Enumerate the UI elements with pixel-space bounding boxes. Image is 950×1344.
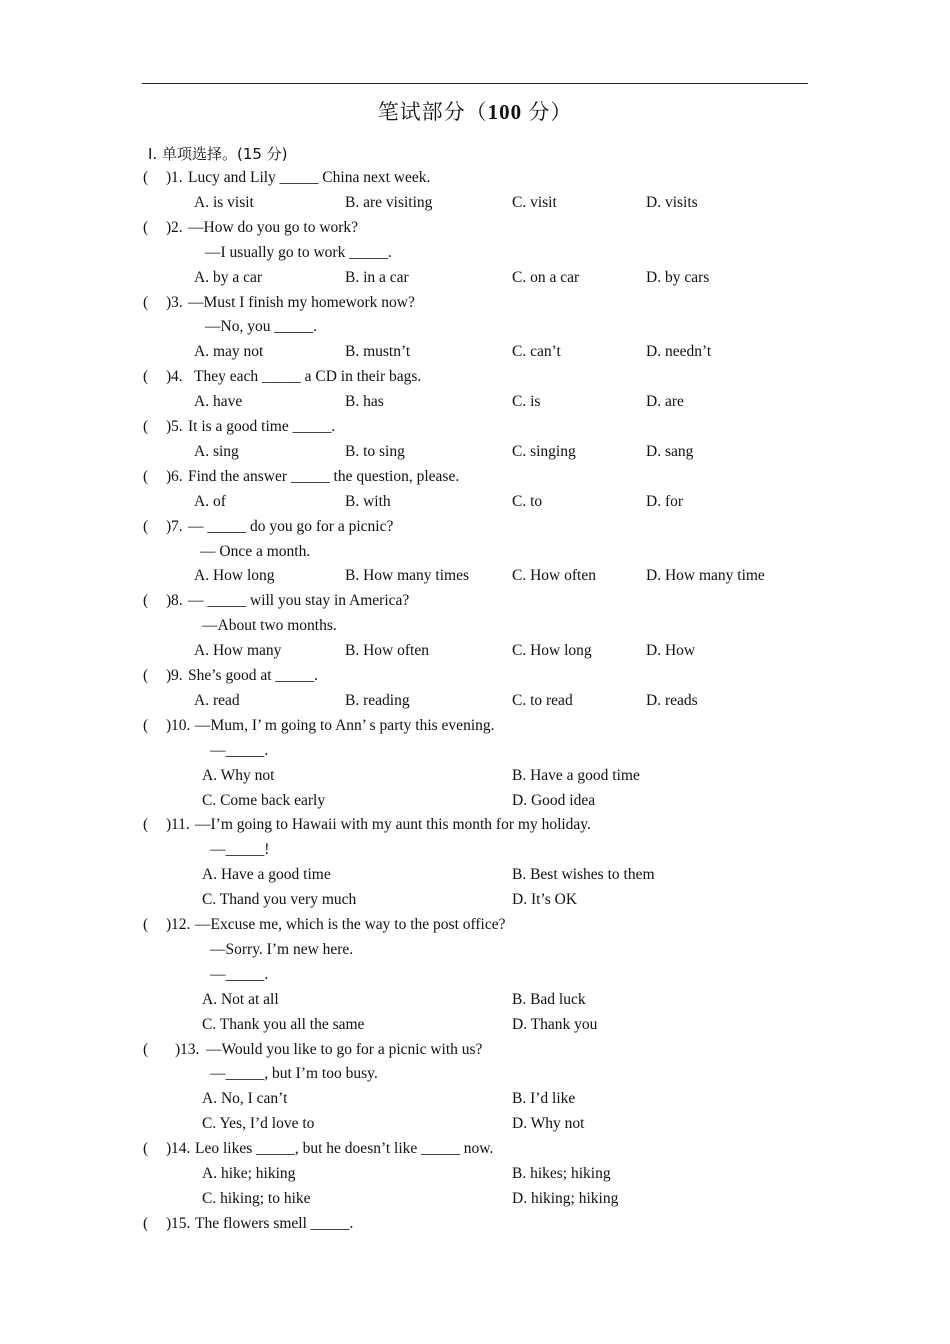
answer-bracket-open: ( [143,368,149,386]
option-c[interactable]: C. Thank you all the same [202,1015,365,1033]
answer-bracket-open: ( [143,169,149,186]
question-number: 3. [171,293,183,311]
question-number: 15. [171,1214,191,1232]
answer-bracket-close: ) [166,293,172,311]
question-number: 2. [171,218,183,236]
option-a[interactable]: A. sing [194,442,239,460]
dialogue-line: —I usually go to work _____. [205,243,392,261]
option-c[interactable]: C. to [512,492,543,510]
option-a[interactable]: A. is visit [194,193,254,211]
option-c[interactable]: C. How long [512,642,592,660]
answer-bracket-open: ( [143,1214,149,1232]
answer-bracket-open: ( [143,667,149,684]
option-b[interactable]: B. Have a good time [512,766,640,784]
page-title [0,96,950,126]
question-stem: —Would you like to go for a picnic with us? [206,1040,483,1058]
question-stem: Find the answer _____ the question, please. [188,467,460,485]
answer-bracket-open: ( [143,716,149,734]
answer-bracket-close: ) [166,517,172,535]
option-b[interactable]: B. with [345,492,391,510]
option-b[interactable]: B. mustn’t [345,343,411,361]
question-number: 14. [171,1140,191,1158]
option-a[interactable]: A. Have a good time [202,866,331,884]
title-unit: 分） [522,100,573,124]
option-a[interactable]: A. How many [194,642,282,660]
answer-bracket-close: ) [166,467,172,485]
option-d[interactable]: D. hiking; hiking [512,1189,619,1207]
answer-bracket-open: ( [143,218,149,236]
option-a[interactable]: A. Why not [202,766,275,784]
question-stem: — _____ do you go for a picnic? [188,517,394,535]
question-stem: —How do you go to work? [188,218,359,236]
question-stem: The flowers smell _____. [195,1214,354,1232]
question-stem: —Must I finish my homework now? [188,293,415,311]
option-d[interactable]: D. needn’t [646,343,712,361]
option-d[interactable]: D. sang [646,442,694,460]
answer-bracket-close: ) [166,418,172,435]
option-a[interactable]: A. No, I can’t [202,1090,288,1108]
option-d[interactable]: D. It’s OK [512,891,578,909]
question-stem: Lucy and Lily _____ China next week. [188,169,431,186]
dialogue-line: —_____. [210,741,269,759]
option-c[interactable]: C. to read [512,691,573,709]
answer-bracket-open: ( [143,816,149,834]
option-d[interactable]: D. Why not [512,1115,585,1133]
question-number: 10. [171,716,191,734]
question-stem: They each _____ a CD in their bags. [194,368,422,386]
option-c[interactable]: C. can’t [512,343,561,361]
dialogue-line: —_____, but I’m too busy. [210,1065,378,1083]
dialogue-line: — Once a month. [200,542,311,560]
option-a[interactable]: A. by a car [194,268,262,286]
option-a[interactable]: A. How long [194,567,275,585]
option-d[interactable]: D. reads [646,691,698,709]
answer-bracket-close: ) [166,716,172,734]
option-d[interactable]: D. for [646,492,684,510]
option-c[interactable]: C. visit [512,193,557,211]
answer-bracket-open: ( [143,916,149,933]
dialogue-line: —_____. [210,965,269,983]
option-c[interactable]: C. Thand you very much [202,891,357,909]
option-a[interactable]: A. Not at all [202,990,279,1008]
answer-bracket-open: ( [143,1140,149,1158]
option-d[interactable]: D. Good idea [512,791,596,809]
option-d[interactable]: D. by cars [646,268,710,286]
dialogue-line: —No, you _____. [205,318,317,336]
answer-bracket-open: ( [143,592,149,610]
question-stem: It is a good time _____. [188,418,336,435]
answer-bracket-close: ) [166,1214,172,1232]
option-a[interactable]: A. have [194,393,243,411]
answer-bracket-open: ( [143,418,149,435]
option-b[interactable]: B. reading [345,691,410,709]
question-number: 8. [171,592,183,610]
answer-bracket-close: ) [166,1140,172,1158]
top-rule [142,83,808,84]
question-number: 4. [171,368,183,386]
option-b[interactable]: B. I’d like [512,1090,576,1108]
option-b[interactable]: B. Best wishes to them [512,866,655,884]
option-a[interactable]: A. hike; hiking [202,1165,296,1182]
answer-bracket-close: ) [166,169,172,186]
option-c[interactable]: C. on a car [512,268,580,286]
option-d[interactable]: D. How [646,642,696,660]
question-stem: Leo likes _____, but he doesn’t like _____ now. [195,1140,494,1158]
option-d[interactable]: D. visits [646,193,698,211]
option-c[interactable]: C. Yes, I’d love to [202,1115,315,1133]
dialogue-line: —About two months. [202,617,337,635]
section-heading: Ⅰ. 单项选择。(15 分) [148,145,288,163]
question-stem: —I’m going to Hawaii with my aunt this month for my holiday. [195,816,591,834]
question-number: 9. [171,667,183,684]
answer-bracket-close: ) [166,667,172,684]
option-b[interactable]: B. has [345,393,384,411]
answer-bracket-close: ) [166,592,172,610]
option-c[interactable]: C. Come back early [202,791,326,809]
option-b[interactable]: B. How many times [345,567,469,585]
answer-bracket-close: ) [166,368,172,386]
option-c[interactable]: C. singing [512,442,576,460]
answer-bracket-close: ) [166,916,172,933]
option-b[interactable]: B. hikes; hiking [512,1165,611,1182]
answer-bracket-open: ( [143,467,149,485]
question-stem: —Excuse me, which is the way to the post office? [195,916,506,933]
option-c[interactable]: C. hiking; to hike [202,1189,311,1207]
dialogue-line: —_____! [210,841,270,859]
answer-bracket-close: ) [166,218,172,236]
question-number: 1. [171,169,183,186]
option-b[interactable]: B. Bad luck [512,990,586,1008]
question-number: 6. [171,467,183,485]
title-text: 笔试部分（ [377,100,488,124]
title-score: 100 [487,100,523,124]
option-b[interactable]: B. to sing [345,442,405,460]
question-number: 11. [171,816,190,834]
option-b[interactable]: B. in a car [345,268,409,286]
option-c[interactable]: C. How often [512,567,596,585]
option-b[interactable]: B. are visiting [345,193,433,211]
question-stem: —Mum, I’ m going to Ann’ s party this evening. [195,716,495,734]
option-b[interactable]: B. How often [345,642,429,660]
dialogue-line: —Sorry. I’m new here. [210,940,354,958]
question-number: 7. [171,517,183,535]
question-stem: — _____ will you stay in America? [188,592,410,610]
answer-bracket-open: ( [143,517,149,535]
question-number: 12. [171,916,191,933]
question-number: 13. [180,1040,200,1058]
option-d[interactable]: D. are [646,393,684,411]
option-a[interactable]: A. read [194,691,240,709]
answer-bracket-open: ( [143,1040,149,1058]
question-stem: She’s good at _____. [188,667,319,684]
option-d[interactable]: D. Thank you [512,1015,598,1033]
question-number: 5. [171,418,183,435]
answer-bracket-open: ( [143,293,149,311]
option-d[interactable]: D. How many time [646,567,765,585]
option-a[interactable]: A. may not [194,343,264,361]
answer-bracket-close: ) [166,816,172,834]
option-a[interactable]: A. of [194,492,226,510]
answer-bracket-close: ) [175,1040,181,1058]
option-c[interactable]: C. is [512,393,541,411]
